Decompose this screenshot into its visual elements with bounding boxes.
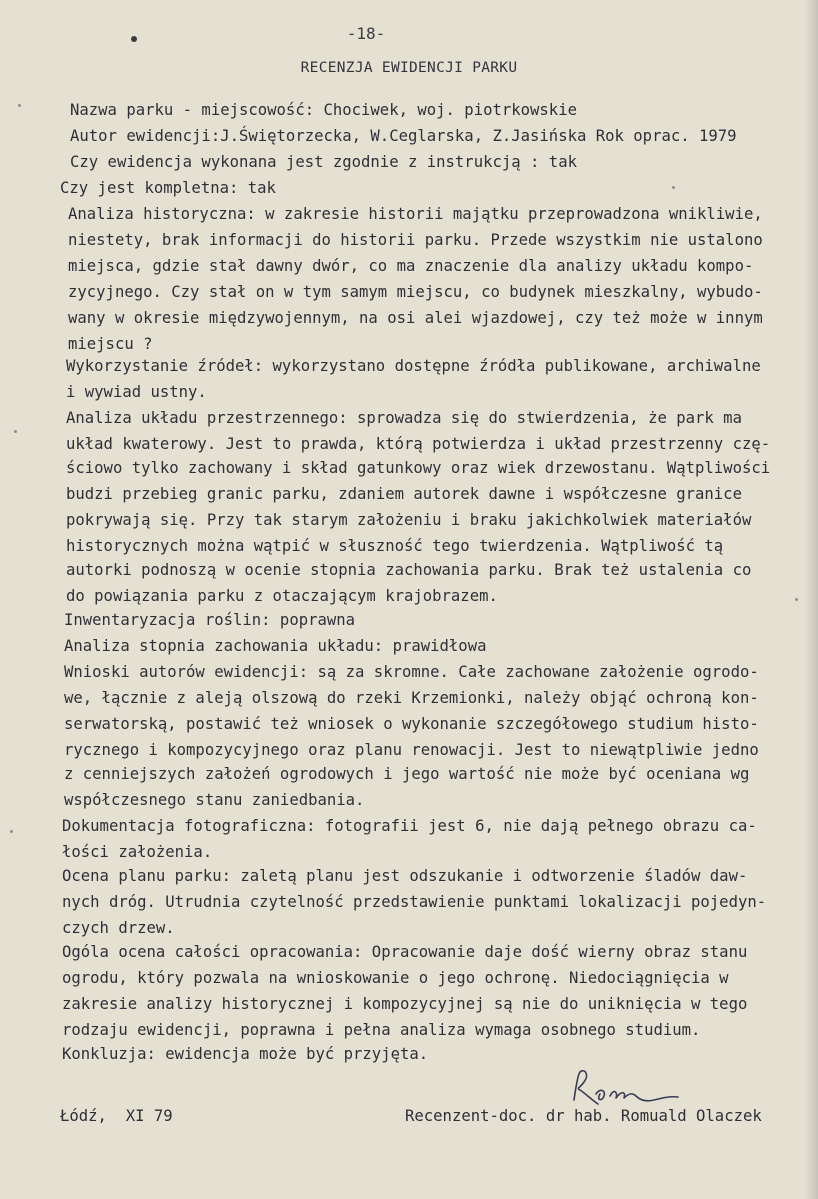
margin-speck [18,104,21,107]
body-line: we, łącznie z aleją olszową do rzeki Krzemionki, należy objąć ochroną kon- [64,689,759,707]
margin-speck [795,598,798,601]
body-line: pokrywają się. Przy tak starym założeniu i braku jakichkolwiek materiałów [66,511,752,529]
margin-speck [10,830,13,833]
body-line: Analiza układu przestrzennego: sprowadza się do stwierdzenia, że park ma [66,409,742,427]
body-line: do powiązania parku z otaczającym krajobrazem. [66,587,498,605]
body-line: wany w okresie międzywojennym, na osi alei wjazdowej, czy też może w innym [68,309,763,327]
body-line: miejsca, gdzie stał dawny dwór, co ma znaczenie dla analizy układu kompo- [68,257,754,275]
body-line: współczesnego stanu zaniedbania. [64,791,365,809]
body-line: Nazwa parku - miejscowość: Chociwek, woj. piotrkowskie [70,101,577,119]
body-line: Analiza stopnia zachowania układu: prawidłowa [64,637,487,655]
body-line: serwatorską, postawić też wniosek o wykonanie szczegółowego studium histo- [64,715,759,733]
body-line: rodzaju ewidencji, poprawna i pełna analiza wymaga osobnego studium. [62,1021,701,1039]
margin-speck [14,430,17,433]
body-line: układ kwaterowy. Jest to prawda, którą potwierdza i układ przestrzenny czę- [66,435,771,453]
document-title: RECENZJA EWIDENCJI PARKU [300,60,518,76]
body-line: rycznego i kompozycyjnego oraz planu renowacji. Jest to niewątpliwie jedno [64,741,759,759]
body-line: nych dróg. Utrudnia czytelność przedstawienie punktami lokalizacji pojedyn- [62,893,767,911]
body-line: Wnioski autorów ewidencji: są za skromne. Całe zachowane założenie ogrodo- [64,663,759,681]
body-line: z cenniejszych założeń ogrodowych i jego wartość nie może być oceniana wg [64,765,750,783]
body-line: budzi przebieg granic parku, zdaniem autorek dawne i współczesne granice [66,485,742,503]
body-line: niestety, brak informacji do historii parku. Przede wszystkim nie ustalono [68,231,763,249]
body-line: i wywiad ustny. [66,383,207,401]
page-edge-shadow [804,0,818,1199]
body-line: autorki podnoszą w ocenie stopnia zachowania parku. Brak też ustalenia co [66,561,752,579]
body-line: łości założenia. [62,843,213,861]
body-line: ściowo tylko zachowany i skład gatunkowy oraz wiek drzewostanu. Wątpliwości [66,459,771,477]
margin-mark [131,36,137,42]
body-line: czych drzew. [62,919,175,937]
body-line: Analiza historyczna: w zakresie historii majątku przeprowadzona wnikliwie, [68,205,763,223]
body-line: Ocena planu parku: zaletą planu jest odszukanie i odtworzenie śladów daw- [62,867,748,885]
body-line: Czy jest kompletna: tak [60,179,276,197]
body-line: Ogóla ocena całości opracowania: Opracowanie daje dość wierny obraz stanu [62,943,748,961]
body-line: ogrodu, który pozwala na wnioskowanie o jego ochronę. Niedociągnięcia w [62,969,729,987]
body-line: Konkluzja: ewidencja może być przyjęta. [62,1045,429,1063]
body-line: historycznych można wątpić w słuszność tego twierdzenia. Wątpliwość tą [66,537,724,555]
body-line: Inwentaryzacja roślin: poprawna [64,611,356,629]
body-line: zycyjnego. Czy stał on w tym samym miejscu, co budynek mieszkalny, wybudo- [68,283,763,301]
body-line: miejscu ? [68,335,153,353]
body-line: Czy ewidencja wykonana jest zgodnie z instrukcją : tak [70,153,577,171]
body-line: Autor ewidencji:J.Świętorzecka, W.Ceglarska, Z.Jasińska Rok oprac. 1979 [70,127,737,145]
body-line: zakresie analizy historycznej i kompozycyjnej są nie do uniknięcia w tego [62,995,748,1013]
body-line: Wykorzystanie źródeł: wykorzystano dostępne źródła publikowane, archiwalne [66,357,761,375]
reviewer-name: Recenzent-doc. dr hab. Romuald Olaczek [405,1107,762,1125]
body-line: Dokumentacja fotograficzna: fotografii jest 6, nie dają pełnego obrazu ca- [62,817,757,835]
margin-speck [672,186,675,189]
place-and-date: Łódź, XI 79 [60,1107,173,1125]
page-number: -18- [346,24,386,43]
